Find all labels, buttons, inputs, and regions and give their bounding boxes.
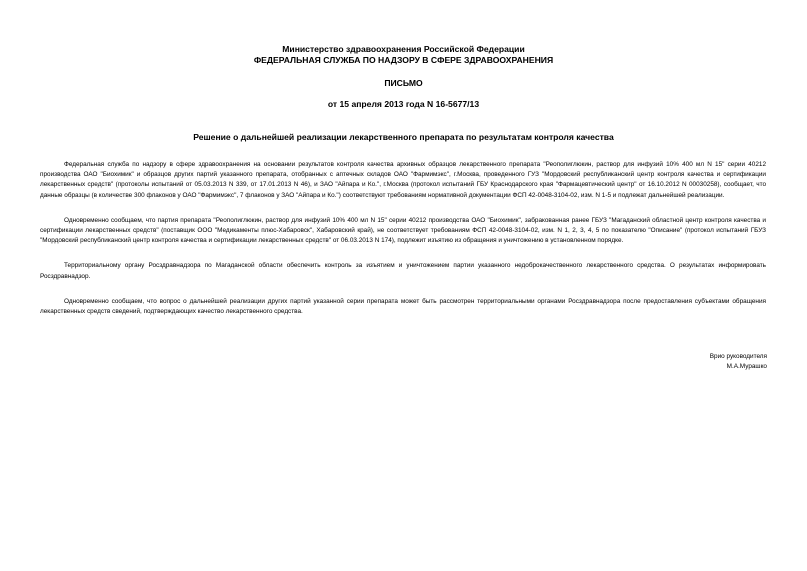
document-body (40, 160, 766, 332)
document-header (0, 44, 807, 66)
signatory-name: М.А.Мурашко (726, 363, 767, 370)
paragraph-2: Одновременно сообщаем, что партия препарата "Реополиглюкин, раствор для инфузий 10% 400 мл N 15" серии 40212 производства ОАО "Биохимик", забракованная ранее ГБУЗ "Магаданский областной центр контроля качества и сертификации лекарственных средств" (поставщик ООО "Медикаменты плюс-Хабаровск", Хабаровский край), не соответствует требованиям ФСП 42-0048-3104-02, изм. N 1, 2, 3, 4, 5 по показателю "Описание" (протокол испытаний ГБУЗ "Мордовский республиканский центр контроля качества и сертификации лекарственных средств" от 06.03.2013 N 174), подлежит изъятию из обращения и уничтожению в установленном порядке. (40, 216, 766, 245)
document-type: ПИСЬМО (384, 78, 423, 88)
paragraph-3: Территориальному органу Росздравнадзора по Магаданской области обеспечить контроль за изъятием и уничтожением партии указанного недоброкачественного лекарственного средства. О результатах информировать Росздравнадзор. (40, 262, 766, 280)
paragraph-4: Одновременно сообщаем, что вопрос о дальнейшей реализации других партий указанной серии препарата может быть рассмотрен территориальными органами Росздравнадзора после предоставления субъектами обращения лекарственных средств сведений, подтверждающих качество лекарственного средства. (40, 297, 766, 316)
signature-block (710, 352, 767, 372)
ministry-name: Министерство здравоохранения Российской Федерации (282, 44, 525, 54)
signatory-position: Врио руководителя (709, 353, 767, 360)
service-name: ФЕДЕРАЛЬНАЯ СЛУЖБА ПО НАДЗОРУ В СФЕРЕ ЗДРАВООХРАНЕНИЯ (253, 55, 554, 65)
document-subject: Решение о дальнейшей реализации лекарственного препарата по результатам контроля качества (193, 132, 614, 142)
document-date-number: от 15 апреля 2013 года N 16-5677/13 (327, 99, 480, 109)
paragraph-1: Федеральная служба по надзору в сфере здравоохранения на основании результатов контроля качества архивных образцов лекарственного препарата "Реополиглюкин, раствор для инфузий 10% 400 мл N 15" серии 40212 производства ОАО "Биохимик" и образцов других партий указанного препарата, отобранных с аптечных складов ОАО "Фармимэкс", г.Москва, проведенного ГУЗ "Мордовский республиканский центр контроля качества и сертификации лекарственных средств" (протоколы испытаний от 05.03.2013 N 339, от 17.01.2013 N 46), и ЗАО "Айпара и Ко.", г.Москва (протокол испытаний ГБУ Краснодарского края "Фармацевтический центр" от 16.10.2012 N 00030258), сообщает, что данные образцы (в количестве 300 флаконов у ОАО "Фармимэкс", 7 флаконов у ЗАО "Айпара и Ко.") соответствуют требованиям нормативной документации ФСП 42-0048-3104-02, изм. N 1-5 и подлежат дальнейшей реализации. (40, 161, 766, 199)
